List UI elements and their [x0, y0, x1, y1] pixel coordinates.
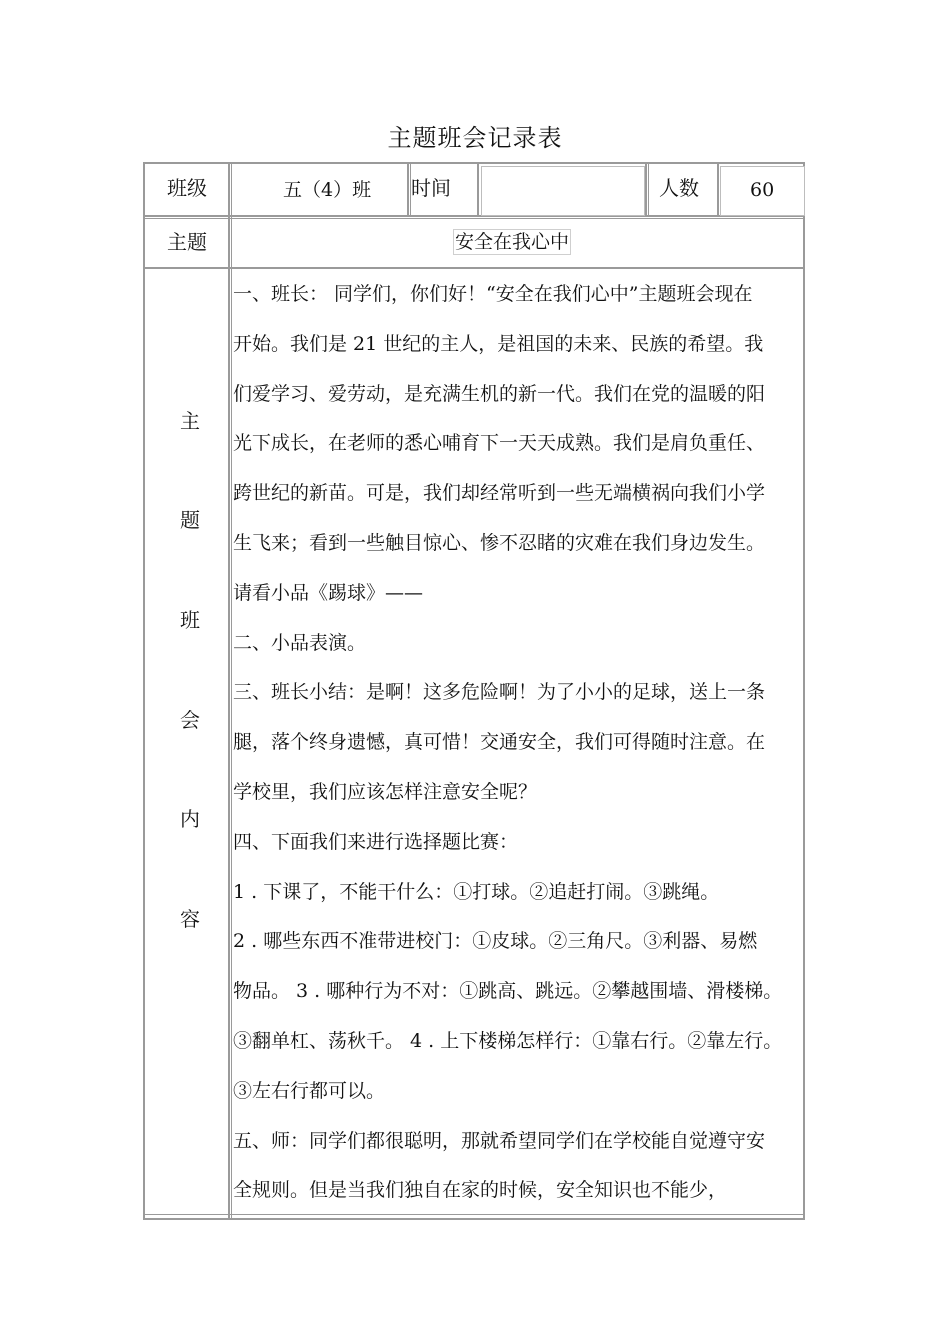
theme-value: 安全在我心中	[455, 231, 570, 253]
row-divider-1b	[143, 218, 805, 219]
content-line: 学校里，我们应该怎样注意安全呢？	[233, 780, 538, 803]
row-divider-2	[143, 267, 805, 269]
content-line: 跨世纪的新苗。可是，我们却经常听到一些无端横祸向我们小学	[233, 482, 766, 505]
col-divider-count-left	[645, 162, 647, 217]
col-divider-time-right	[477, 162, 479, 217]
content-label-char: 容	[180, 907, 200, 931]
count-value: 60	[750, 179, 775, 201]
count-label: 人数	[659, 176, 699, 200]
class-label: 班级	[167, 176, 207, 200]
content-line: 开始。我们是 21 世纪的主人，是祖国的未来、民族的希望。我	[233, 332, 764, 355]
content-line: ③翻单杠、荡秋千。 4 . 上下楼梯怎样行：①靠右行。②靠左行。	[233, 1029, 783, 1052]
content-line: 2 . 哪些东西不准带进校门：①皮球。②三角尺。③利器、易燃	[233, 930, 758, 953]
content-label-char: 主	[180, 409, 200, 433]
content-label-char: 会	[180, 708, 200, 732]
col-divider-time-left	[407, 162, 409, 217]
content-line: 四、下面我们来进行选择题比赛：	[233, 830, 519, 853]
content-line: ③左右行都可以。	[233, 1079, 386, 1102]
col-divider-count-left-b	[648, 162, 649, 217]
content-line: 腿，落个终身遗憾，真可惜！交通安全，我们可得随时注意。在	[233, 731, 766, 754]
page-title: 主题班会记录表	[387, 124, 563, 152]
content-line: 二、小品表演。	[233, 631, 367, 654]
meeting-content	[233, 270, 808, 1216]
content-line: 光下成长，在老师的悉心哺育下一天天成熟。我们是肩负重任、	[233, 432, 766, 455]
content-line: 五、师：同学们都很聪明，那就希望同学们在学校能自觉遵守安	[233, 1129, 766, 1152]
content-line: 物品。 3 . 哪种行为不对：①跳高、跳远。②攀越围墙、滑楼梯。	[233, 980, 783, 1003]
class-value: 五（4）班	[283, 179, 372, 201]
content-label-char: 班	[180, 608, 200, 632]
content-line: 全规则。但是当我们独自在家的时候，安全知识也不能少，	[233, 1179, 728, 1202]
content-label-char: 内	[180, 807, 200, 831]
content-line: 们爱学习、爱劳动，是充满生机的新一代。我们在党的温暖的阳	[233, 382, 766, 405]
content-label-char: 题	[180, 508, 200, 532]
col-divider-count-right	[717, 162, 719, 217]
col-divider-label	[228, 162, 230, 1220]
theme-label: 主题	[167, 230, 207, 254]
time-value-box	[481, 166, 645, 216]
row-divider-1	[143, 215, 805, 217]
content-line: 请看小品《踢球》——	[233, 581, 424, 604]
content-line: 生飞来；看到一些触目惊心、惨不忍睹的灾难在我们身边发生。	[233, 531, 766, 554]
content-line: 三、班长小结：是啊！这多危险啊！为了小小的足球，送上一条	[233, 681, 766, 704]
time-label: 时间	[411, 176, 451, 200]
col-divider-label-b	[231, 162, 232, 1220]
content-line: 1 . 下课了，不能干什么：①打球。②追赶打闹。③跳绳。	[233, 880, 720, 903]
content-line: 一、班长： 同学们，你们好！“安全在我们心中”主题班会现在	[233, 283, 753, 305]
